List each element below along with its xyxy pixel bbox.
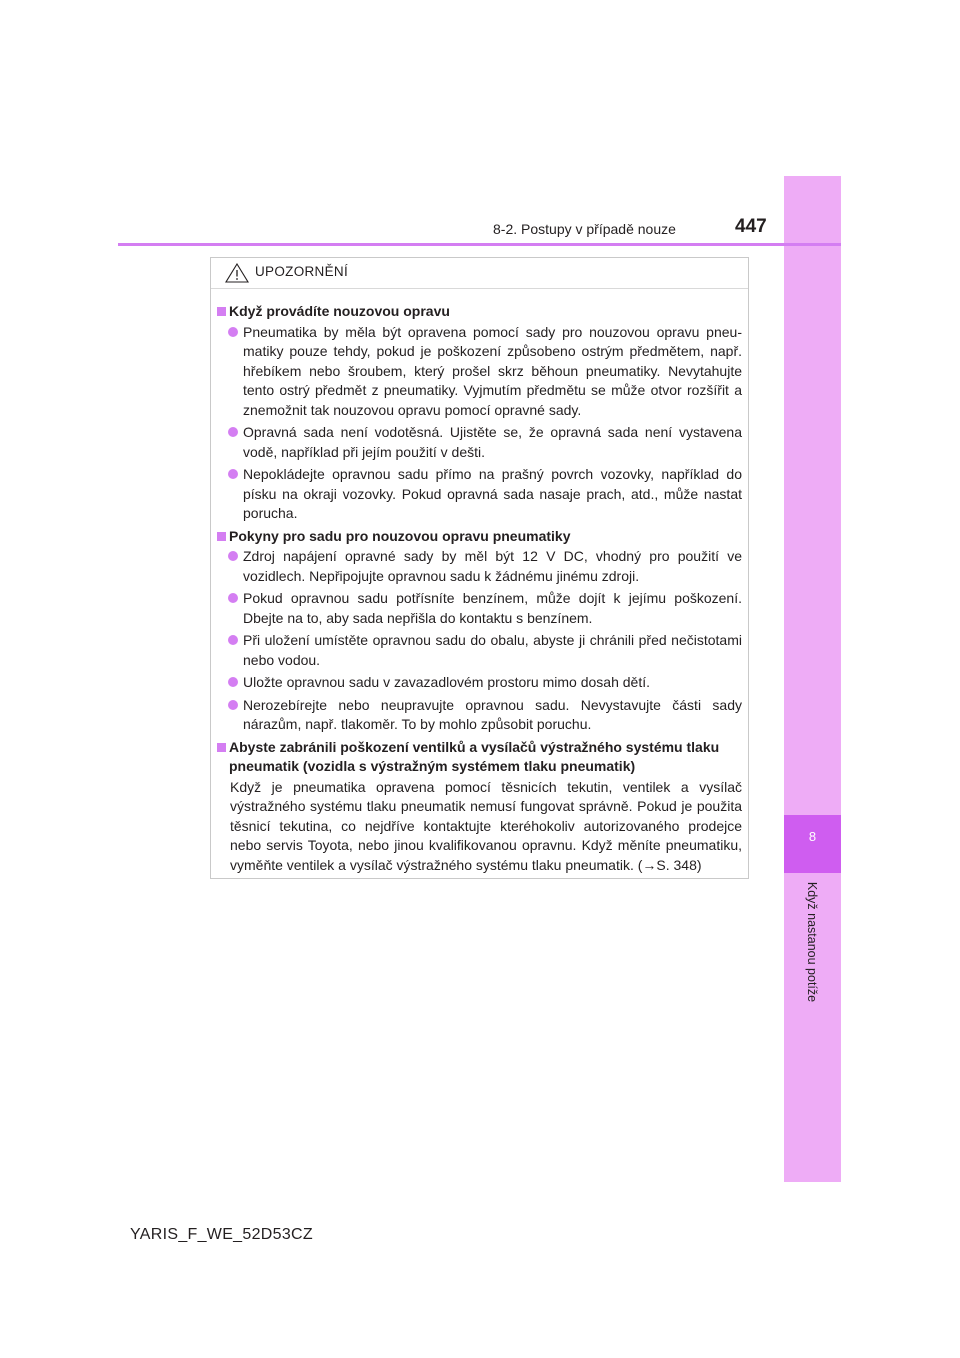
bullet-item [217,323,742,421]
chapter-number-tab [784,815,841,873]
chapter-title: Když nastanou potíže [805,881,819,1003]
document-code: YARIS_F_WE_52D53CZ [130,1226,313,1243]
bullet-text: Pokud opravnou sadu potřísníte benzínem, může dojít k jejímu poškození. Dbejte na to, aby sada nepřišla do kontaktu s benzínem. [243,590,742,626]
bullet-text: Opravná sada není vodotěsná. Ujistěte se, že opravná sada není vystavena vodě, například při jejím použití v dešti. [243,424,742,460]
bullet-dot-icon [228,551,238,561]
bullet-dot-icon [228,593,238,603]
header-section-title: 8-2. Postupy v případě nouze [493,221,676,237]
warning-title: UPOZORNĚNÍ [255,264,349,279]
bullet-dot-icon [228,469,238,479]
warning-triangle-icon [225,263,249,283]
bullet-item [217,547,742,586]
warning-header [211,258,748,289]
bullet-dot-icon [228,677,238,687]
header-divider [118,243,841,246]
warning-box [210,257,749,879]
bullet-item [217,696,742,735]
bullet-text: Nerozebírejte nebo neupravujte opravnou sadu. Nevystavujte části sady nárazům, např. tlakoměr. To by mohlo způsobit poruchu. [243,696,742,732]
bullet-item [217,423,742,462]
section-paragraph: Když je pneumatika opravena pomocí těsnicích tekutin, ventilek a vysílač výstražného systému tlaku pneumatik nemusí fungovat správně. Pokud je použita těsnicí tekutina, co nejdříve kontaktujte kteréhokoliv autorizovaného prodejce nebo servis Toyota, nebo jinou kvalifikovanou opravnu. Když měníte pneumatiku, vyměňte ventilek a vysílač výstražného systému tlaku pneumatik. (→S. 348) [230,778,742,873]
warning-content [217,302,742,875]
section-heading: Abyste zabránili poškození ventilků a vysílačů výstražného systému tlaku pneumatik (vozidla s výstražným systémem tlaku pneumatik) [217,738,742,777]
bullet-text: Zdroj napájení opravné sady by měl být 12 V DC, vhodný pro použití ve vozidlech. Nepřipojujte opravnou sadu k žádnému jinému zdroji. [243,548,742,584]
bullet-text: Pneumatika by měla být opravena pomocí sady pro nouzovou opravu pneumatiky pouze tehdy, pokud je poškození způsobeno ostrým předmětem, např. hřebíkem nebo šroubem, který prošel skrz běhoun pneumatiky. Nevytahujte tento ostrý předmět z pneumatiky. Vyjmutím předmětu se může otvor rozšířit a znemožnit tak nouzovou opravu pomocí opravné sady. [243,323,742,418]
chapter-number: 8 [808,829,817,844]
section-heading: Pokyny pro sadu pro nouzovou opravu pneumatiky [217,527,742,547]
bullet-text: Nepokládejte opravnou sadu přímo na prašný povrch vozovky, například do písku na okraji vozovky. Pokud opravná sada nasaje prach, atd., může nastat porucha. [243,466,742,521]
bullet-item [217,673,742,693]
bullet-dot-icon [228,700,238,710]
bullet-dot-icon [228,327,238,337]
bullet-text: Při uložení umístěte opravnou sadu do obalu, abyste ji chránili před nečistotami nebo vodou. [243,632,742,668]
chapter-side-tab [784,176,841,1182]
bullet-dot-icon [228,427,238,437]
bullet-text: Uložte opravnou sadu v zavazadlovém prostoru mimo dosah dětí. [243,674,650,690]
bullet-item [217,465,742,524]
bullet-item [217,631,742,670]
page-number: 447 [735,216,767,237]
bullet-dot-icon [228,635,238,645]
section-heading: Když provádíte nouzovou opravu [217,302,742,322]
bullet-item [217,589,742,628]
